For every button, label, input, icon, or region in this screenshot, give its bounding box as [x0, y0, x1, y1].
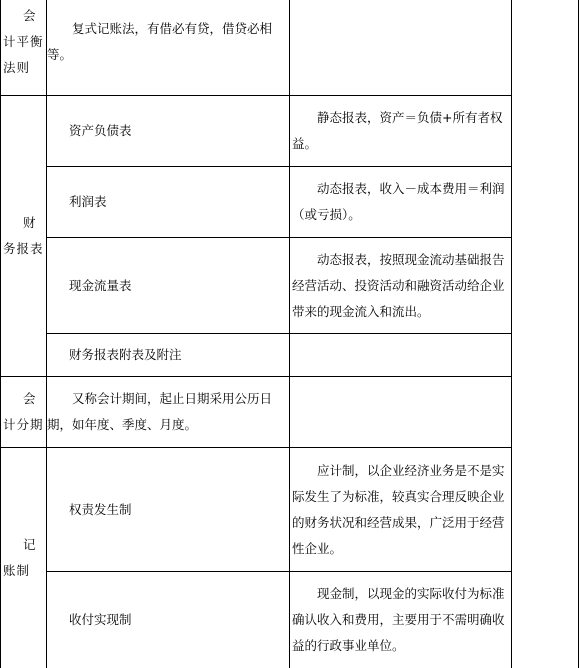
item-cell: 财务报表附表及附注: [47, 334, 290, 377]
desc-cell: [290, 572, 512, 668]
item-cell-balance: [47, 0, 290, 96]
column-divider: [578, 0, 579, 668]
category-text: 务报表: [3, 241, 44, 256]
category-text: 计平衡: [3, 34, 44, 49]
desc-cell: [290, 334, 512, 377]
category-text: 账制: [3, 563, 31, 578]
table-row-income-statement: [1, 167, 512, 238]
item-cell: 资产负债表: [47, 96, 290, 167]
category-cell-balance: [1, 0, 47, 96]
category-text: 会: [23, 391, 37, 406]
desc-cell-period: [290, 377, 512, 448]
desc-cell-balance: [290, 0, 512, 96]
table-row-cash-basis: [1, 572, 512, 668]
table-row-cash-flow: [1, 238, 512, 334]
category-text: 会: [23, 8, 37, 23]
table-row-balance: [1, 0, 512, 96]
table-row-accrual: [1, 448, 512, 572]
desc-cell: [290, 238, 512, 334]
desc-cell: [290, 448, 512, 572]
category-text: 法则: [3, 60, 31, 75]
desc-text: 应计制，以企业经济业务是不是实际发生了为标准，较真实合理反映企业的财务状况和经营成果，广泛用于经营性企业。: [292, 462, 505, 556]
category-text: 计分期: [3, 417, 44, 432]
item-text: 复式记账法，有借必有贷，借贷必相等。: [47, 21, 273, 62]
right-empty-column: [511, 0, 581, 668]
desc-text: 现金制，以现金的实际收付为标准确认收入和费用，主要用于不需明确收益的行政事业单位。: [292, 586, 505, 653]
category-text: 财: [23, 215, 37, 230]
item-cell-period: [47, 377, 290, 448]
item-cell: 权责发生制: [47, 448, 290, 572]
desc-cell: [290, 167, 512, 238]
category-text: 记: [23, 537, 37, 552]
item-cell: 收付实现制: [47, 572, 290, 668]
category-cell-basis: [1, 448, 47, 668]
item-text: 又称会计期间，起止日期采用公历日期，如年度、季度、月度。: [47, 391, 273, 432]
desc-cell: [290, 96, 512, 167]
table-row-period: [1, 377, 512, 448]
item-cell: 现金流量表: [47, 238, 290, 334]
category-cell-reports: [1, 96, 47, 377]
desc-text: 静态报表，资产＝负债+所有者权益。: [292, 110, 503, 151]
desc-text: 动态报表，按照现金流动基础报告经营活动、投资活动和融资活动给企业带来的现金流入和流出。: [292, 251, 505, 319]
category-cell-period: [1, 377, 47, 448]
desc-text: 动态报表，收入－成本费用＝利润（或亏损）。: [292, 181, 505, 222]
table-row-balance-sheet: [1, 96, 512, 167]
item-cell: 利润表: [47, 167, 290, 238]
table-row-notes: [1, 334, 512, 377]
